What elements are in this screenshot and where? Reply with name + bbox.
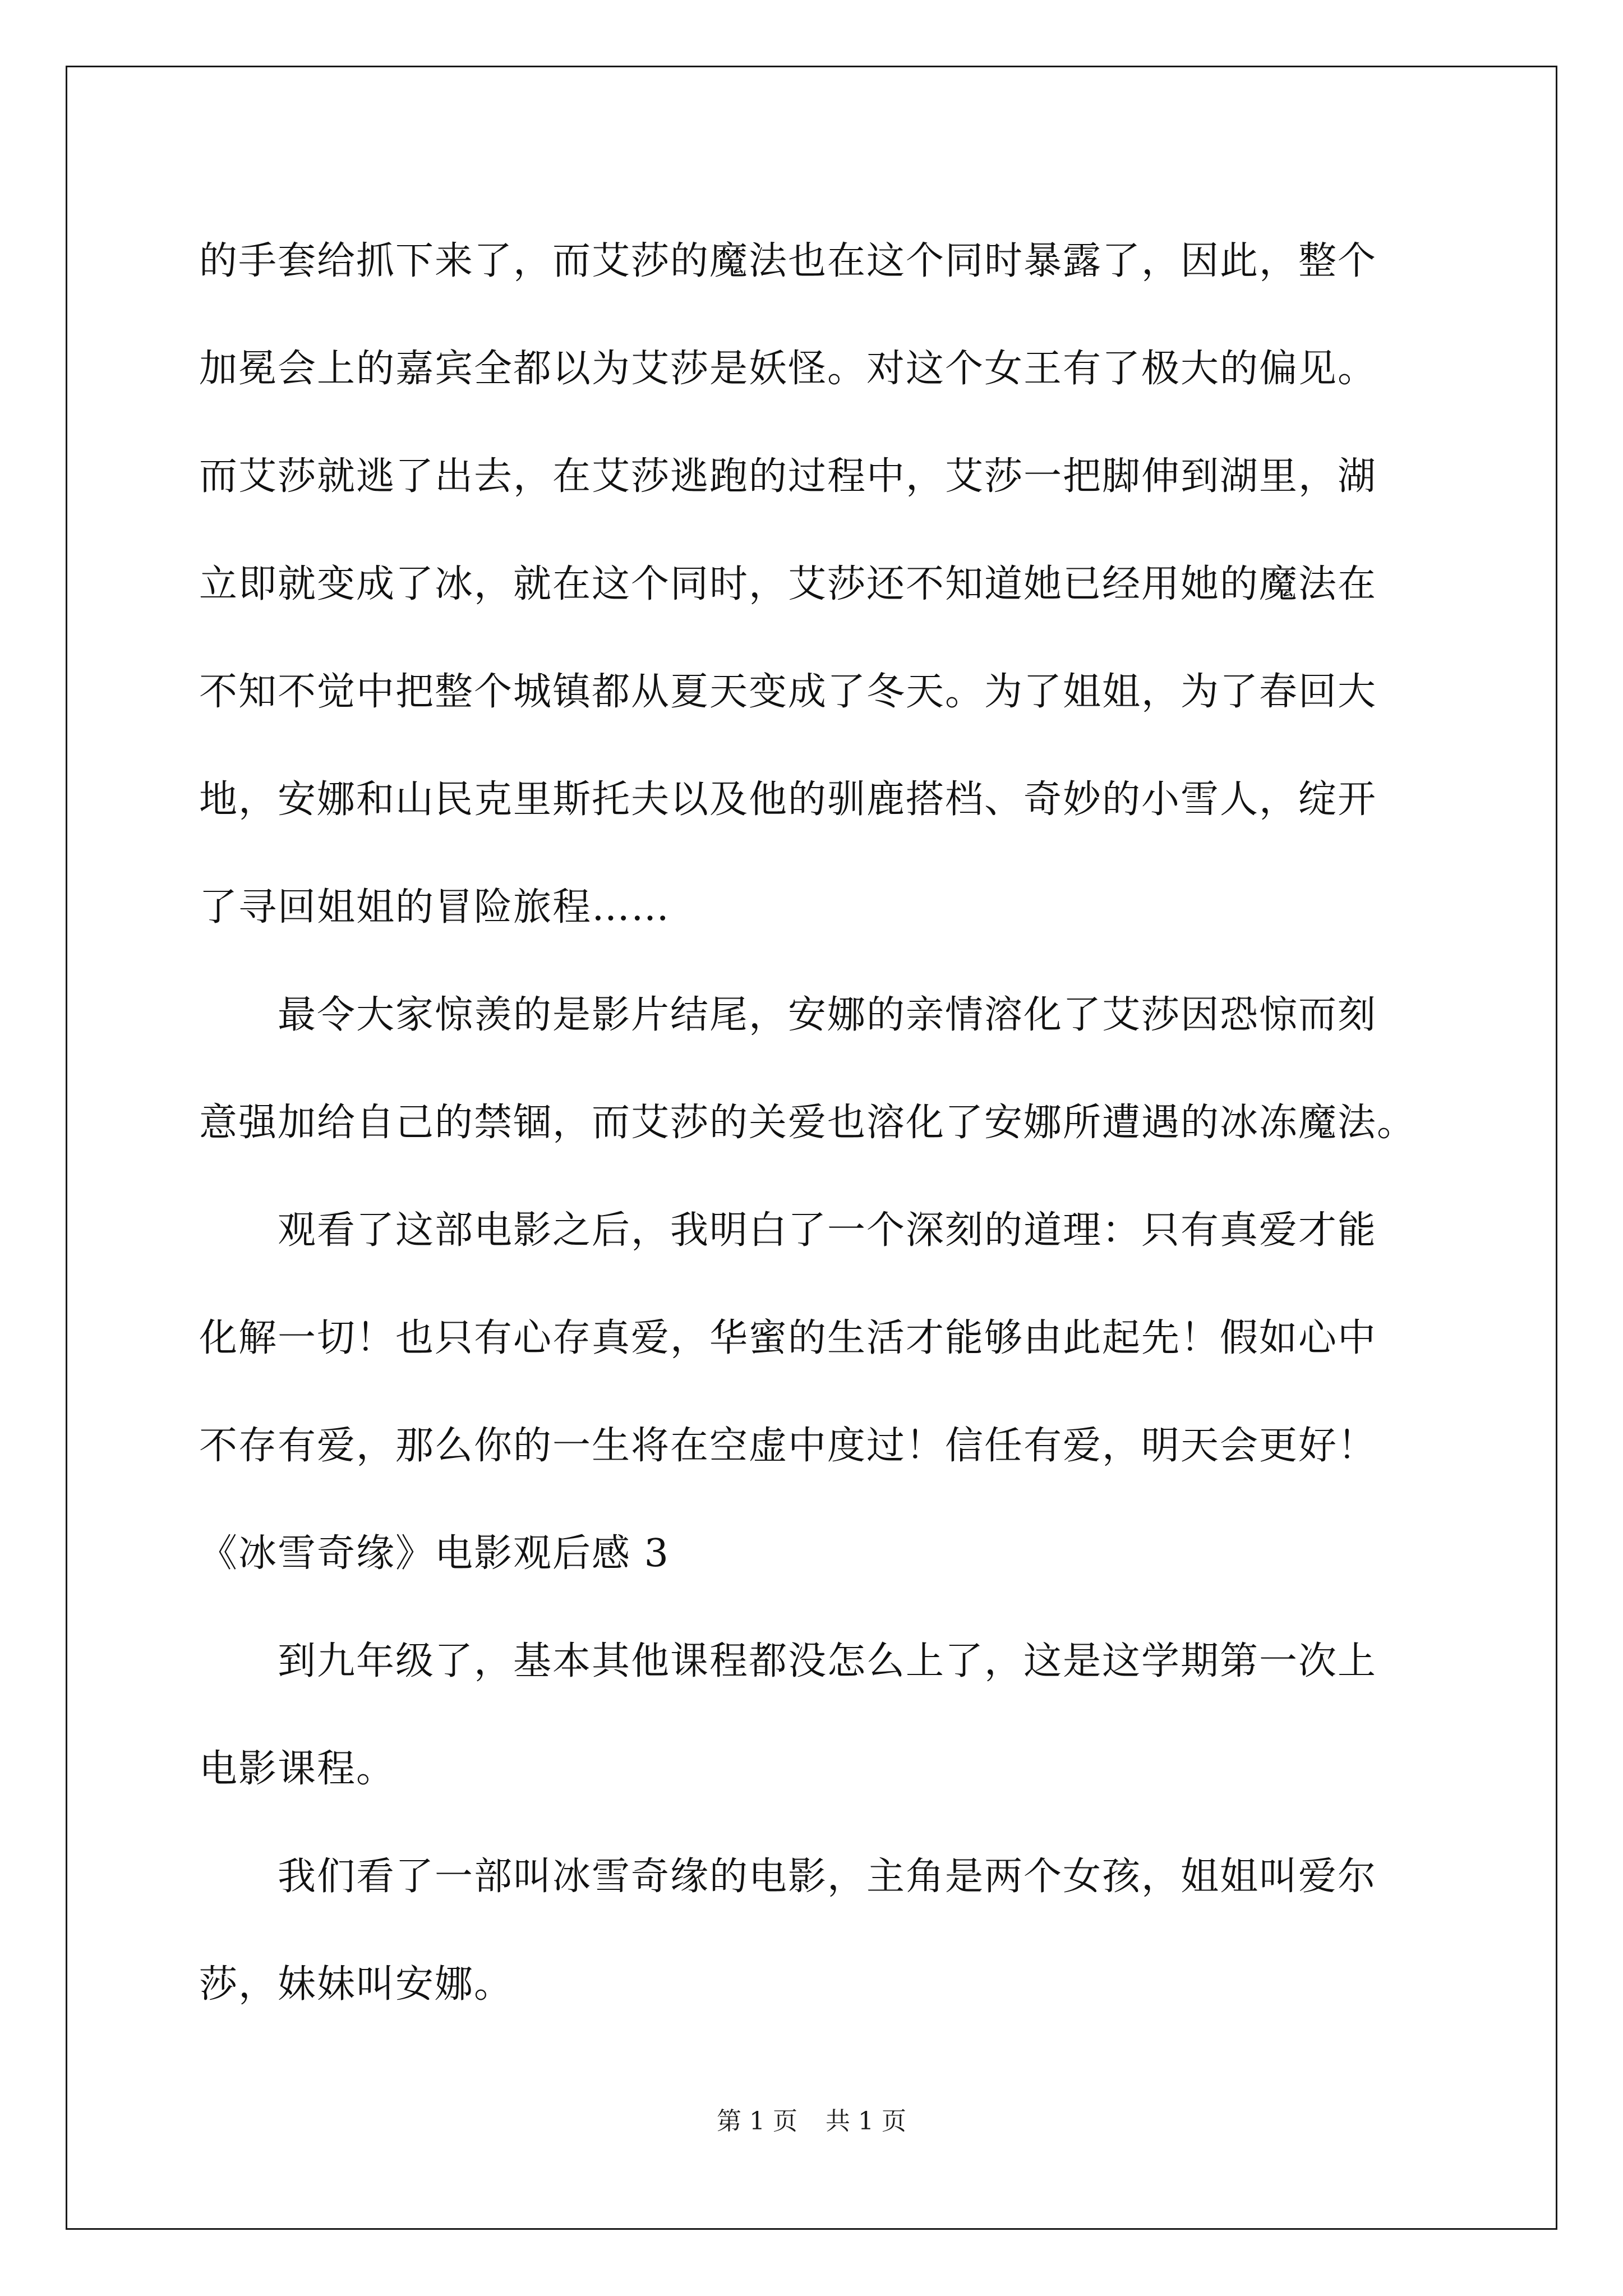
text-line-10: 观看了这部电影之后，我明白了一个深刻的道理：只有真爱才能 <box>278 1208 1377 1253</box>
text-line-3: 而艾莎就逃了出去，在艾莎逃跑的过程中，艾莎一把脚伸到湖里，湖 <box>199 454 1377 499</box>
text-line-8: 最令大家惊羡的是影片结尾，安娜的亲情溶化了艾莎因恐惊而刻 <box>278 993 1377 1037</box>
document-body <box>199 208 1433 2039</box>
page-total: 共 1 页 <box>826 2107 906 2136</box>
text-line-4: 立即就变成了冰，就在这个同时，艾莎还不知道她已经用她的魔法在 <box>199 562 1377 606</box>
text-line-5: 不知不觉中把整个城镇都从夏天变成了冬天。为了姐姐，为了春回大 <box>199 670 1377 714</box>
page-footer <box>0 2101 1623 2137</box>
text-line-17: 莎，妹妹叫安娜。 <box>199 1962 514 2007</box>
text-line-9: 意强加给自己的禁锢，而艾莎的关爱也溶化了安娜所遭遇的冰冻魔法。 <box>199 1101 1417 1145</box>
text-line-6: 地，安娜和山民克里斯托夫以及他的驯鹿搭档、奇妙的小雪人，绽开 <box>199 777 1377 822</box>
text-line-11: 化解一切！也只有心存真爱，华蜜的生活才能够由此起先！假如心中 <box>199 1316 1377 1360</box>
page-number: 第 1 页 <box>717 2107 797 2136</box>
text-line-7: 了寻回姐姐的冒险旅程…… <box>199 885 671 930</box>
section-heading: 《冰雪奇缘》电影观后感 3 <box>199 1531 670 1576</box>
text-line-15: 电影课程。 <box>199 1747 396 1791</box>
text-line-2: 加冕会上的嘉宾全都以为艾莎是妖怪。对这个女王有了极大的偏见。 <box>199 347 1377 391</box>
text-line-16: 我们看了一部叫冰雪奇缘的电影，主角是两个女孩，姐姐叫爱尔 <box>278 1855 1377 1899</box>
text-line-12: 不存有爱，那么你的一生将在空虚中度过！信任有爱，明天会更好！ <box>199 1424 1377 1468</box>
text-line-1: 的手套给抓下来了，而艾莎的魔法也在这个同时暴露了，因此，整个 <box>199 239 1377 283</box>
text-line-14: 到九年级了，基本其他课程都没怎么上了，这是这学期第一次上 <box>278 1639 1377 1683</box>
